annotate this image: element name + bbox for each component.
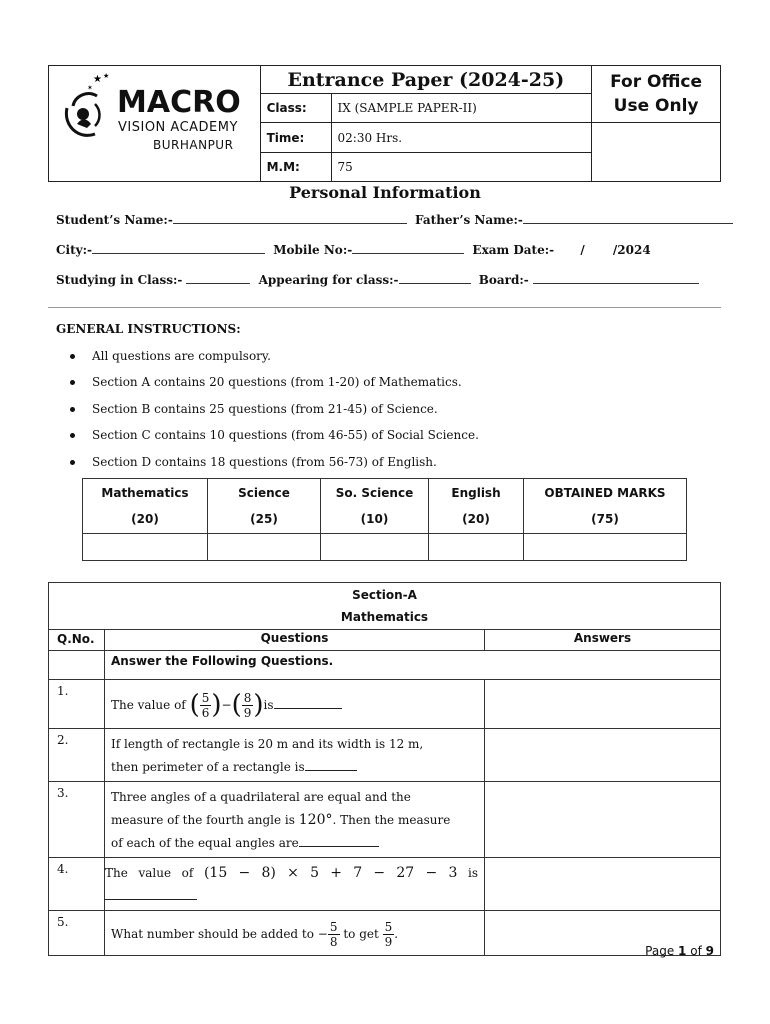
appearing-class-label: Appearing for class:- — [258, 273, 399, 287]
bullet-icon — [70, 433, 75, 438]
question-row — [49, 729, 721, 782]
col-questions: Questions — [105, 630, 485, 651]
answer-cell[interactable] — [485, 680, 721, 729]
question-text: The value of ( $\frac{5}{6}$ )−( $\frac{8}{9}$ )is — [105, 680, 485, 729]
board-label: Board:- — [478, 273, 529, 287]
q-number: 4. — [49, 858, 105, 911]
time-label: Time: — [260, 123, 331, 152]
q-number: 3. — [49, 782, 105, 858]
question-text: If length of rectangle is 20 m and its width is 12 m, then perimeter of a rectangle is — [105, 729, 485, 782]
studying-class-field[interactable] — [186, 273, 250, 284]
mobile-label: Mobile No:- — [273, 243, 353, 257]
time-value: 02:30 Hrs. — [331, 123, 592, 152]
question-row — [49, 782, 721, 858]
q-number: 5. — [49, 911, 105, 956]
mobile-field[interactable] — [352, 243, 464, 254]
question-text: What number should be added to − $\frac{5}{8}$ to get $\frac{5}{9}$ . — [105, 911, 485, 956]
marks-cell-obtained[interactable] — [524, 534, 687, 561]
q-number: 1. — [49, 680, 105, 729]
mm-value: 75 — [331, 152, 592, 181]
instruction-item: Section D contains 18 questions (from 56-73) of English. — [70, 455, 437, 469]
student-name-label: Student’s Name:- — [56, 213, 173, 227]
father-name-field[interactable] — [523, 213, 733, 224]
answer-cell[interactable] — [485, 782, 721, 858]
marks-col-obtained: OBTAINED MARKS (75) — [524, 479, 687, 534]
appearing-class-field[interactable] — [399, 273, 471, 284]
marks-col-sst: So. Science (10) — [321, 479, 429, 534]
instructions-title: GENERAL INSTRUCTIONS: — [56, 322, 241, 336]
exam-year: /2024 — [612, 243, 651, 257]
logo-area — [49, 66, 261, 182]
studying-class-label: Studying in Class:- — [56, 273, 183, 287]
instruction-item: All questions are compulsory. — [70, 349, 271, 363]
section-divider — [48, 307, 721, 308]
bullet-icon — [70, 380, 75, 385]
student-name-field[interactable] — [173, 213, 407, 224]
brand-tagline: VISION ACADEMY — [118, 120, 238, 135]
class-label: Class: — [260, 94, 331, 123]
father-name-label: Father’s Name:- — [415, 213, 523, 227]
name-row — [56, 213, 733, 227]
section-a-heading — [49, 583, 721, 630]
marks-col-science: Science (25) — [208, 479, 321, 534]
paper-title: Entrance Paper (2024-25) — [260, 66, 592, 94]
question-text: The value of (15 − 8) × 5 + 7 − 27 − 3 is — [105, 858, 485, 911]
class-row — [56, 273, 699, 287]
instruction-item: Section C contains 10 questions (from 46-55) of Social Science. — [70, 428, 479, 442]
office-use-cell — [592, 66, 721, 123]
city-label: City:- — [56, 243, 93, 257]
city-field[interactable] — [92, 243, 265, 254]
mm-label: M.M: — [260, 152, 331, 181]
svg-text:★: ★ — [93, 74, 102, 85]
bullet-icon — [70, 460, 75, 465]
personal-info-title: Personal Information — [289, 183, 481, 202]
office-line-1: For Office — [610, 72, 703, 92]
svg-text:✶: ✶ — [87, 84, 93, 92]
col-qno: Q.No. — [49, 630, 105, 651]
office-line-2: Use Only — [613, 96, 699, 116]
question-row — [49, 858, 721, 911]
office-blank-cell — [592, 123, 721, 182]
date-slash: / — [580, 243, 585, 257]
board-field[interactable] — [533, 273, 699, 284]
marks-cell-english[interactable] — [429, 534, 524, 561]
section-a-subject: Mathematics — [340, 610, 429, 624]
instruction-item: Section B contains 25 questions (from 21-45) of Science. — [70, 402, 438, 416]
col-answers: Answers — [485, 630, 721, 651]
marks-col-english: English (20) — [429, 479, 524, 534]
q-number: 2. — [49, 729, 105, 782]
exam-date-label: Exam Date:- — [472, 243, 555, 257]
bullet-icon — [70, 407, 75, 412]
bullet-icon — [70, 354, 75, 359]
answer-cell[interactable] — [485, 858, 721, 911]
marks-cell-sst[interactable] — [321, 534, 429, 561]
section-a-table — [48, 582, 721, 956]
brand-name: MACRO — [117, 85, 241, 120]
svg-text:★: ★ — [103, 72, 110, 80]
city-row — [56, 243, 651, 257]
academy-logo-icon — [57, 68, 119, 148]
question-row — [49, 911, 721, 956]
section-a-title: Section-A — [352, 588, 417, 602]
header-box — [48, 65, 721, 182]
marks-col-maths: Mathematics (20) — [83, 479, 208, 534]
instruction-row: Answer the Following Questions. — [105, 651, 721, 680]
question-row — [49, 680, 721, 729]
marks-cell-maths[interactable] — [83, 534, 208, 561]
answer-cell[interactable] — [485, 729, 721, 782]
marks-table — [82, 478, 687, 561]
brand-city: BURHANPUR — [153, 138, 234, 152]
page-footer: Page 1 of 9 — [645, 944, 714, 958]
class-value: IX (SAMPLE PAPER-II) — [331, 94, 592, 123]
marks-cell-science[interactable] — [208, 534, 321, 561]
question-text: Three angles of a quadrilateral are equal and the measure of the fourth angle is 120°. Then the measure of each of the equal angles are — [105, 782, 485, 858]
instruction-item: Section A contains 20 questions (from 1-20) of Mathematics. — [70, 375, 462, 389]
